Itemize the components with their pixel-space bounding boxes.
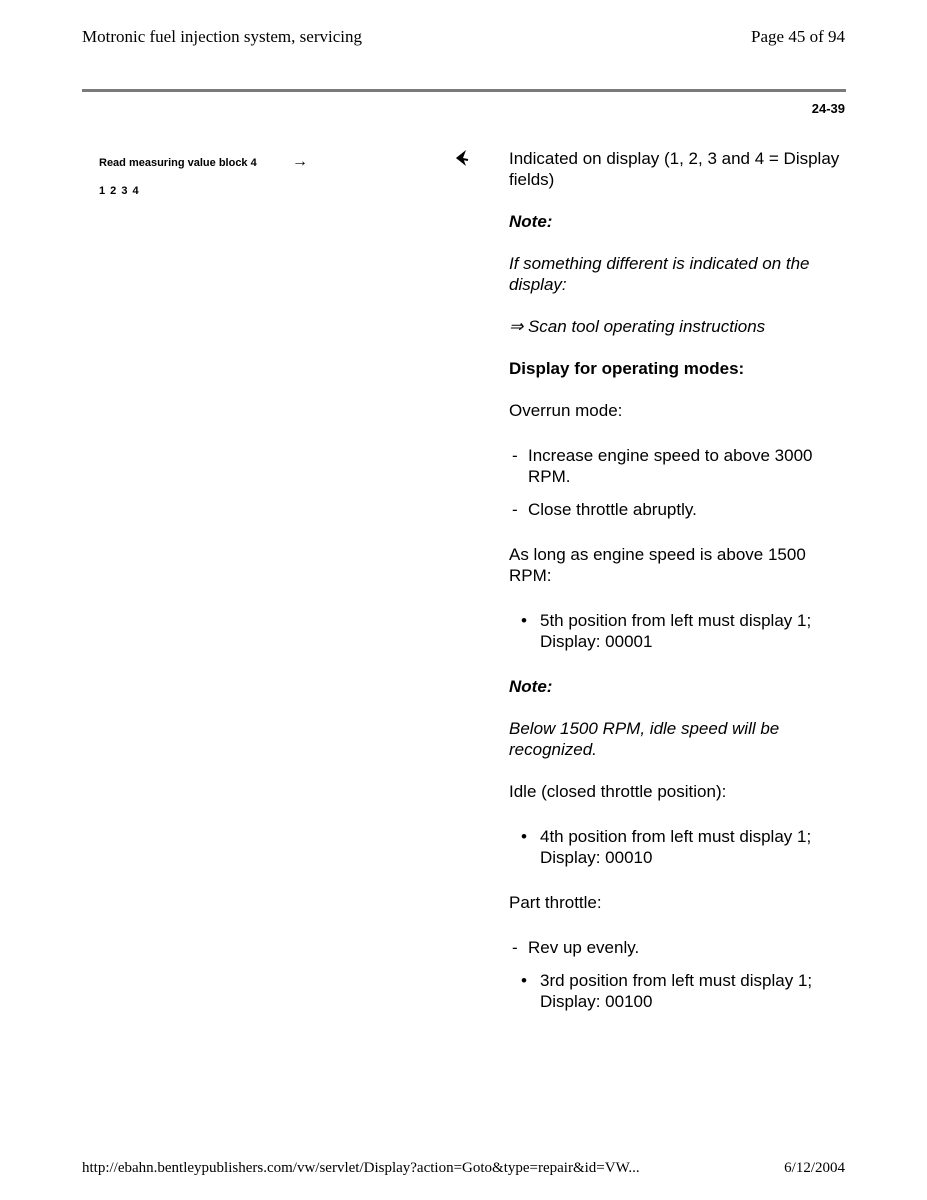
header-divider [82,89,846,92]
step-marker: - [512,500,518,519]
overrun-mode-label: Overrun mode: [509,401,623,420]
note-heading: Note: [509,212,553,231]
step-text: Increase engine speed to above 3000 RPM. [528,446,813,486]
step-text: Close throttle abruptly. [528,500,697,519]
step-text: Rev up evenly. [528,938,640,957]
overrun-condition-text: As long as engine speed is above 1500 RPM: [509,545,806,585]
section-number: 24-39 [811,101,845,116]
idle-mode-label: Idle (closed throttle position): [509,782,727,801]
bullet-item [509,970,846,1012]
note-text: Below 1500 RPM, idle speed will be recognized. [509,719,780,759]
header-title: Motronic fuel injection system, servicing [82,27,362,46]
step-item [509,937,846,958]
footer-date: 6/12/2004 [784,1160,845,1176]
bullet-marker: • [521,827,527,846]
page-number: Page 45 of 94 [751,27,845,46]
right-arrow-icon: → [292,153,308,170]
note-heading: Note: [509,677,553,696]
bullet-item [509,826,846,868]
pointer-arrow-icon [454,149,470,167]
intro-text: Indicated on display (1, 2, 3 and 4 = Display fields) [509,149,840,189]
step-marker: - [512,446,518,465]
instruction-content [509,148,846,1036]
bullet-text: 4th position from left must display 1; Display: 00010 [540,827,812,867]
step-marker: - [512,938,518,957]
bullet-marker: • [521,611,527,630]
bullet-marker: • [521,971,527,990]
note-text: If something different is indicated on the display: [509,254,810,294]
display-fields-label: 1 2 3 4 [99,185,140,197]
bullet-item [509,610,846,652]
step-item [509,499,846,520]
measuring-block-label: Read measuring value block 4 [99,157,257,169]
bullet-text: 3rd position from left must display 1; Display: 00100 [540,971,813,1011]
step-item [509,445,846,487]
footer-url: http://ebahn.bentleypublishers.com/vw/servlet/Display?action=Goto&type=repair&id=VW... [82,1160,640,1176]
operating-modes-heading: Display for operating modes: [509,359,745,378]
part-throttle-label: Part throttle: [509,893,602,912]
scan-tool-reference: ⇒ Scan tool operating instructions [509,317,766,336]
bullet-text: 5th position from left must display 1; Display: 00001 [540,611,812,651]
